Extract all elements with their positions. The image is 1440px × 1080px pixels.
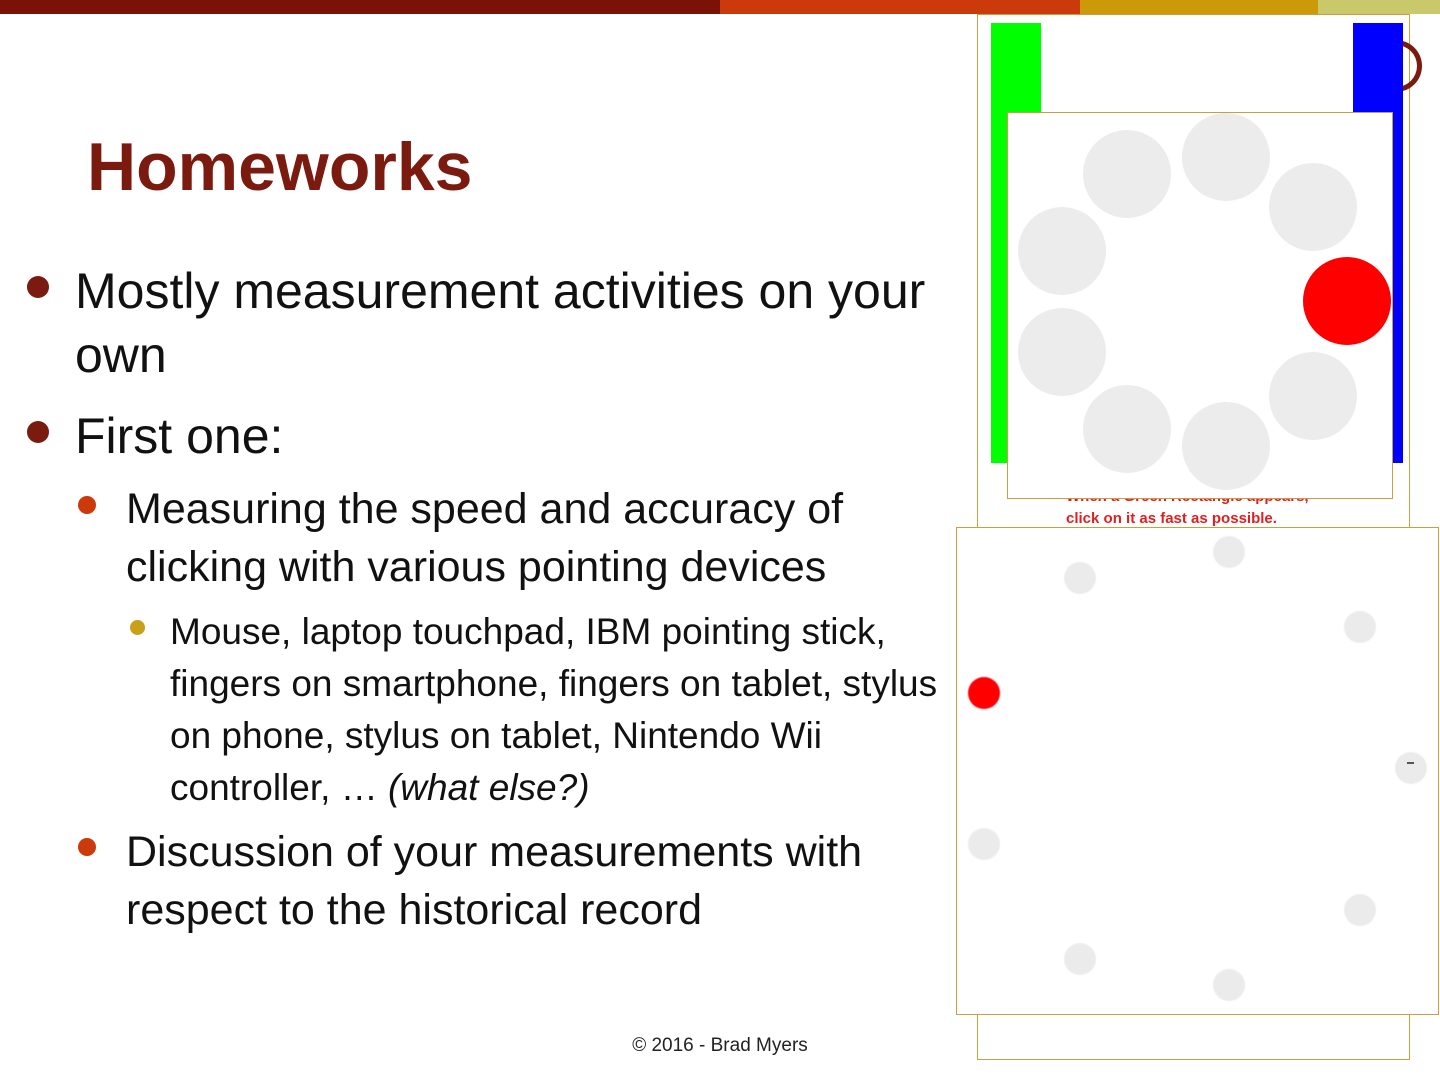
sub-sub-bullet-text [170, 606, 950, 814]
sub-bullet-text: Measuring the speed and accuracy of clicking with various pointing devices [126, 485, 844, 591]
target-circle[interactable] [1018, 207, 1106, 295]
target-circle[interactable] [1083, 130, 1171, 218]
slide-title: Homeworks [87, 129, 473, 205]
sub-bullet-marker [78, 496, 96, 514]
target-circle[interactable] [1182, 113, 1270, 201]
small-target-screenshot [956, 527, 1439, 1015]
stripe-segment-3 [1080, 0, 1318, 14]
footer-copyright: © 2016 - Brad Myers [632, 1035, 808, 1056]
small-target-circle[interactable] [968, 828, 1000, 860]
stripe-segment-1 [0, 0, 720, 14]
small-target-circle[interactable] [1213, 969, 1245, 1001]
small-target-circle[interactable] [1213, 536, 1245, 568]
device-list-emphasis: (what else?) [387, 767, 590, 808]
mouse-cursor-icon [1407, 762, 1414, 764]
stripe-segment-4 [1318, 0, 1440, 14]
sub-bullet-text: Discussion of your measurements with respect to the historical record [126, 828, 863, 934]
bullet-text: Mostly measurement activities on your own [75, 263, 926, 383]
active-small-target[interactable] [968, 677, 1000, 709]
small-target-circle[interactable] [1064, 943, 1096, 975]
target-circle[interactable] [1018, 308, 1106, 396]
bullet-marker [27, 421, 49, 443]
target-circle[interactable] [1083, 385, 1171, 473]
small-target-circle[interactable] [1064, 562, 1096, 594]
small-target-circle[interactable] [1344, 611, 1376, 643]
target-circle[interactable] [1182, 402, 1270, 490]
sub-sub-bullet-marker [130, 620, 145, 635]
stripe-segment-2 [720, 0, 1080, 14]
small-target-circle[interactable] [1344, 894, 1376, 926]
target-circle[interactable] [1269, 352, 1357, 440]
instruction-line: click on it as fast as possible. [1066, 510, 1277, 527]
device-list-text: Mouse, laptop touchpad, IBM pointing stick, fingers on smartphone, fingers on tablet, stylus on phone, stylus on tablet, Nintendo Wii controller, … [170, 611, 938, 808]
active-target-circle[interactable] [1303, 257, 1391, 345]
small-target-circle[interactable] [1395, 752, 1427, 784]
target-circle[interactable] [1269, 163, 1357, 251]
sub-bullet-marker [78, 838, 96, 856]
bullet-marker [27, 276, 49, 298]
bullet-text: First one: [75, 408, 284, 464]
